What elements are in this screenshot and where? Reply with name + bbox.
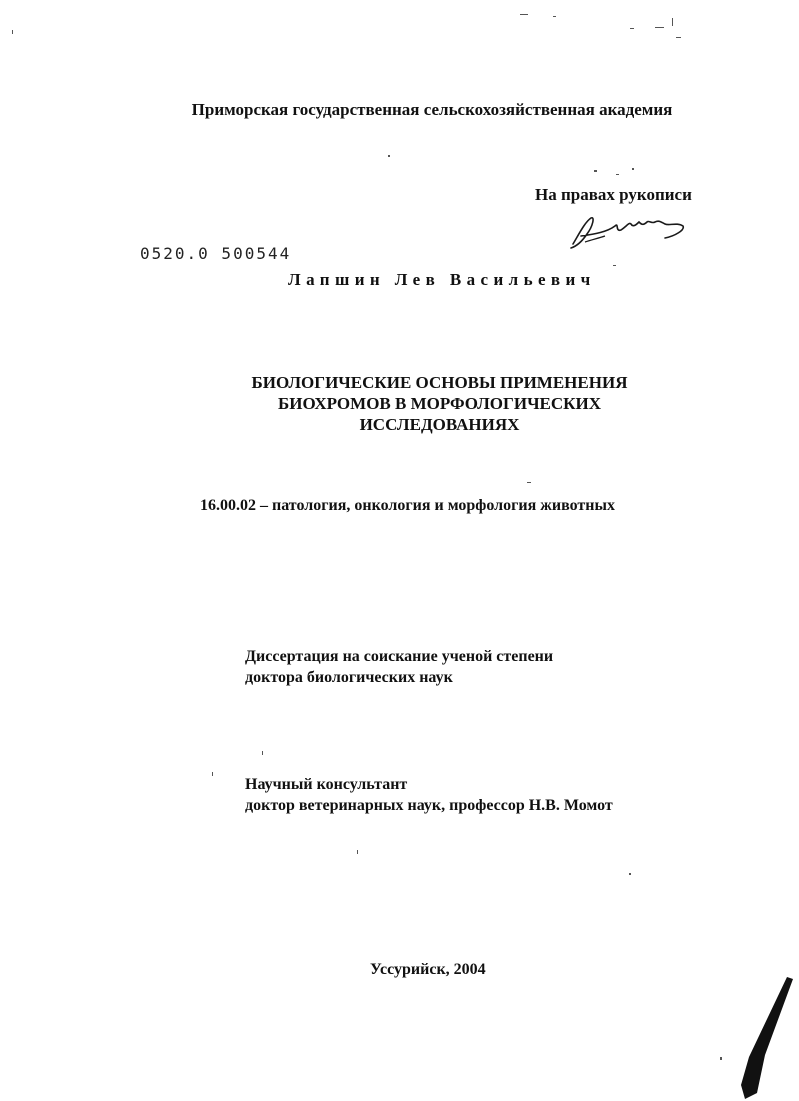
consultant-line: доктор ветеринарных наук, профессор Н.В. Момот (245, 797, 613, 814)
institution-name: Приморская государственная сельскохозяйственная академия (191, 100, 673, 119)
scientific-consultant (245, 774, 613, 816)
scan-speck (655, 27, 664, 28)
title-line: БИОХРОМОВ В МОРФОЛОГИЧЕСКИХ (278, 394, 601, 413)
degree-line: Диссертация на соискание ученой степени (245, 648, 554, 665)
signature-icon (565, 212, 690, 252)
scan-speck (613, 265, 616, 266)
title-line: БИОЛОГИЧЕСКИЕ ОСНОВЫ ПРИМЕНЕНИЯ (251, 373, 628, 392)
scan-speck (672, 18, 673, 26)
scan-speck (676, 37, 681, 38)
scan-speck (616, 174, 619, 175)
scan-speck (357, 850, 358, 854)
scan-speck (388, 155, 390, 157)
scan-speck (630, 28, 634, 29)
scan-speck (527, 482, 531, 483)
scan-speck (262, 751, 263, 755)
scan-speck (720, 1057, 722, 1060)
rights-note: На правах рукописи (535, 185, 692, 204)
city-year: Уссурийск, 2004 (370, 961, 486, 978)
title-line: ИССЛЕДОВАНИЯХ (359, 415, 520, 434)
scan-speck (212, 772, 213, 776)
registration-number: 0520.0 500544 (140, 244, 292, 263)
dissertation-title (0, 372, 799, 435)
author-name: Лапшин Лев Васильевич (288, 270, 596, 289)
scan-speck (594, 170, 597, 172)
scan-speck (632, 168, 634, 170)
scan-speck (12, 30, 13, 34)
scan-speck (629, 873, 631, 875)
scan-speck (553, 16, 556, 17)
scan-speck (520, 14, 528, 15)
specialty-code: 16.00.02 – патология, онкология и морфология животных (200, 497, 615, 514)
scanner-mark-icon (735, 975, 795, 1101)
degree-line: доктора биологических наук (245, 669, 453, 686)
degree-statement (245, 646, 553, 688)
consultant-line: Научный консультант (245, 776, 408, 793)
